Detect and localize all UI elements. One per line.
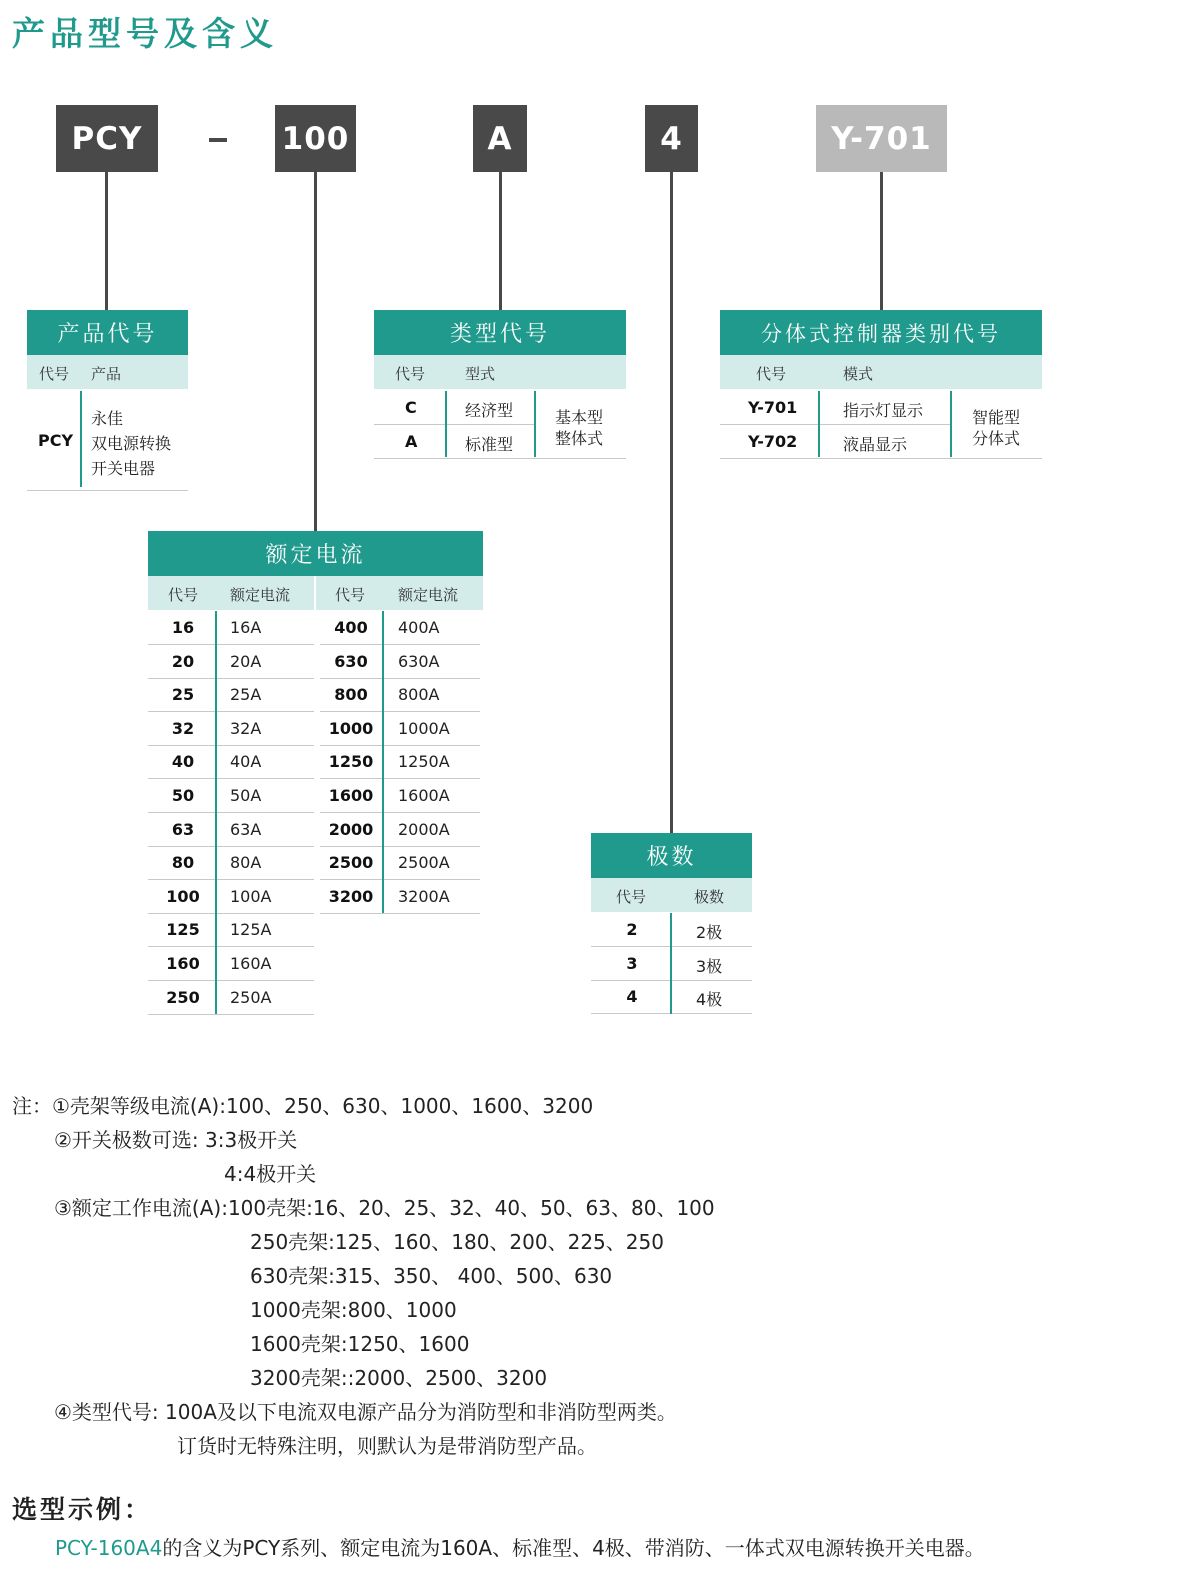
column-separator <box>215 645 217 679</box>
current-col-code-2: 代号 <box>335 586 366 604</box>
type-row-name: 标准型 <box>465 435 514 454</box>
connector-line-poles <box>670 172 673 833</box>
product-col-code: 代号 <box>39 365 70 383</box>
poles-row <box>591 947 752 981</box>
poles-col-code: 代号 <box>616 888 647 906</box>
type-row-name: 经济型 <box>465 401 514 420</box>
current-row-value: 63A <box>230 819 262 839</box>
controller-code-table <box>720 310 1042 460</box>
type-vsep-2 <box>534 391 536 457</box>
current-row-value: 3200A <box>398 886 450 906</box>
controller-row-y701 <box>720 391 950 425</box>
column-separator <box>382 678 384 712</box>
current-row-value: 100A <box>230 886 272 906</box>
note-2b: 4:4极开关 <box>224 1162 317 1186</box>
current-header-sep <box>314 576 316 610</box>
controller-group-line-1: 智能型 <box>972 408 1021 427</box>
column-separator <box>215 913 217 947</box>
current-row <box>320 813 480 847</box>
current-row-value: 800A <box>398 685 440 705</box>
current-row-code: 100 <box>166 886 200 906</box>
product-line-3: 开关电器 <box>91 459 156 478</box>
product-col-product: 产品 <box>91 365 122 383</box>
column-separator <box>382 645 384 679</box>
column-separator <box>382 846 384 880</box>
poles-row-code: 2 <box>626 920 638 939</box>
column-separator <box>215 678 217 712</box>
column-separator <box>382 813 384 847</box>
current-row-value: 80A <box>230 853 262 873</box>
current-row <box>148 981 314 1015</box>
type-table-header <box>374 355 626 389</box>
current-row <box>148 846 314 880</box>
controller-group-line-2: 分体式 <box>972 429 1021 448</box>
column-separator <box>215 981 217 1015</box>
note-1: 注：①壳架等级电流(A):100、250、630、1000、1600、3200 <box>12 1094 594 1118</box>
type-col-style: 型式 <box>465 365 496 383</box>
current-row-code: 2500 <box>328 853 374 873</box>
code-box-current: 100 <box>275 105 356 172</box>
column-separator <box>382 611 384 645</box>
note-3f: 3200壳架::2000、2500、3200 <box>250 1366 548 1390</box>
product-table-header <box>27 355 188 389</box>
poles-table-title: 极数 <box>591 833 752 878</box>
note-3e: 1600壳架:1250、1600 <box>250 1332 470 1356</box>
connector-line-controller <box>880 172 883 310</box>
product-vsep <box>80 391 82 487</box>
current-row-code: 800 <box>334 685 368 705</box>
current-row-code: 1250 <box>328 752 374 772</box>
current-row-value: 16A <box>230 618 262 637</box>
connector-line-pcy <box>105 172 108 310</box>
controller-table-title: 分体式控制器类别代号 <box>720 310 1042 355</box>
current-row-code: 32 <box>171 718 195 738</box>
controller-vsep-1 <box>818 391 820 457</box>
note-4b: 订货时无特殊注明，则默认为是带消防型产品。 <box>177 1434 597 1458</box>
code-box-controller: Y-701 <box>816 105 947 172</box>
current-row-code: 50 <box>171 786 195 805</box>
type-row-code: A <box>405 432 418 451</box>
current-col-value-2: 额定电流 <box>398 586 459 604</box>
current-row <box>148 645 314 679</box>
current-row-code: 400 <box>334 618 368 637</box>
example-code: PCY-160A4 <box>55 1536 163 1560</box>
column-separator <box>215 745 217 779</box>
poles-row <box>591 913 752 947</box>
column-separator <box>382 880 384 914</box>
type-table-title: 类型代号 <box>374 310 626 355</box>
current-row-value: 1600A <box>398 786 450 805</box>
current-row-value: 40A <box>230 752 262 772</box>
current-col-value-1: 额定电流 <box>230 586 291 604</box>
current-row-code: 40 <box>171 752 195 772</box>
column-separator <box>215 846 217 880</box>
example-description: 的含义为PCY系列、额定电流为160A、标准型、4极、带消防、一体式双电源转换开关电器。 <box>162 1536 985 1560</box>
current-row <box>320 611 480 645</box>
column-separator <box>215 712 217 746</box>
product-code-table <box>27 310 188 492</box>
current-row-code: 25 <box>171 685 195 705</box>
current-row-code: 125 <box>166 920 200 940</box>
current-col-code-1: 代号 <box>168 586 199 604</box>
current-row-value: 1250A <box>398 752 450 772</box>
current-row <box>320 745 480 779</box>
type-group-line-1: 基本型 <box>555 408 604 427</box>
current-row-value: 2000A <box>398 819 450 839</box>
product-line-2: 双电源转换 <box>91 434 172 453</box>
product-bottom-rule <box>27 490 188 491</box>
column-separator <box>670 980 672 1014</box>
column-separator <box>382 779 384 813</box>
current-row-code: 630 <box>334 651 368 671</box>
current-row-code: 160 <box>166 954 200 973</box>
current-row-value: 400A <box>398 618 440 637</box>
current-row-value: 160A <box>230 954 272 973</box>
current-row-code: 1000 <box>328 718 374 738</box>
controller-table-header <box>720 355 1042 389</box>
current-row-value: 20A <box>230 651 262 671</box>
current-row-code: 3200 <box>328 886 374 906</box>
poles-row-value: 2极 <box>696 923 723 942</box>
poles-row <box>591 980 752 1014</box>
rated-current-table <box>148 531 483 1016</box>
poles-table <box>591 833 752 1018</box>
current-row-value: 2500A <box>398 853 450 873</box>
current-table-header <box>148 576 483 610</box>
column-separator <box>382 712 384 746</box>
type-group-line-2: 整体式 <box>555 429 604 448</box>
current-row <box>148 947 314 981</box>
type-code-table <box>374 310 626 460</box>
code-dash <box>209 138 227 142</box>
current-row-value: 125A <box>230 920 272 940</box>
current-row <box>148 712 314 746</box>
product-table-title: 产品代号 <box>27 310 188 355</box>
controller-row-code: Y-702 <box>748 432 798 451</box>
controller-row-code: Y-701 <box>748 398 798 417</box>
type-vsep-1 <box>445 391 447 457</box>
example-text <box>55 1532 985 1561</box>
current-row <box>148 880 314 914</box>
poles-table-header <box>591 878 752 912</box>
current-row-code: 63 <box>171 819 195 839</box>
note-3d: 1000壳架:800、1000 <box>250 1298 457 1322</box>
current-row <box>148 779 314 813</box>
current-row <box>148 678 314 712</box>
poles-row-value: 4极 <box>696 990 723 1010</box>
current-row <box>148 813 314 847</box>
note-3b: 250壳架:125、160、180、200、225、250 <box>250 1230 664 1254</box>
current-row-code: 250 <box>166 987 200 1007</box>
poles-row-code: 3 <box>626 953 638 973</box>
column-separator <box>670 947 672 981</box>
column-separator <box>215 813 217 847</box>
page-title: 产品型号及含义 <box>12 14 278 53</box>
poles-row-value: 3极 <box>696 956 723 976</box>
note-2a: ②开关极数可选: 3:3极开关 <box>54 1128 298 1152</box>
code-box-poles: 4 <box>645 105 698 172</box>
current-row-code: 80 <box>171 853 195 873</box>
type-row-c <box>374 391 536 425</box>
current-row <box>320 645 480 679</box>
code-box-type: A <box>473 105 527 172</box>
current-row <box>320 779 480 813</box>
column-separator <box>215 611 217 645</box>
current-row-code: 1600 <box>328 786 374 805</box>
current-row-value: 1000A <box>398 718 450 738</box>
controller-col-mode: 模式 <box>843 365 874 383</box>
current-row-code: 20 <box>171 651 195 671</box>
current-row <box>148 745 314 779</box>
current-row <box>320 678 480 712</box>
current-row-value: 250A <box>230 987 272 1007</box>
column-separator <box>215 779 217 813</box>
current-row-code: 2000 <box>328 819 374 839</box>
column-separator <box>215 880 217 914</box>
type-col-code: 代号 <box>395 365 426 383</box>
example-title: 选型示例： <box>12 1495 153 1524</box>
controller-col-code: 代号 <box>756 365 787 383</box>
type-row-code: C <box>405 398 417 417</box>
controller-row-name: 指示灯显示 <box>843 401 924 420</box>
current-row-value: 25A <box>230 685 262 705</box>
code-box-pcy: PCY <box>56 105 158 172</box>
poles-row-code: 4 <box>626 987 638 1007</box>
controller-row-name: 液晶显示 <box>843 435 908 454</box>
controller-vsep-2 <box>950 391 952 457</box>
connector-line-current <box>314 172 317 531</box>
current-row <box>320 846 480 880</box>
column-separator <box>215 947 217 981</box>
column-separator <box>382 745 384 779</box>
note-3a: ③额定工作电流(A):100壳架:16、20、25、32、40、50、63、80、100 <box>54 1196 715 1220</box>
current-row-value: 630A <box>398 651 440 671</box>
current-row <box>320 712 480 746</box>
current-row <box>148 611 314 645</box>
current-table-title: 额定电流 <box>148 531 483 576</box>
product-line-1: 永佳 <box>91 409 124 428</box>
note-4a: ④类型代号: 100A及以下电流双电源产品分为消防型和非消防型两类。 <box>54 1400 677 1424</box>
connector-line-type <box>499 172 502 310</box>
product-code-value: PCY <box>38 431 74 450</box>
column-separator <box>670 913 672 947</box>
current-row-code: 16 <box>171 618 195 637</box>
poles-col-value: 极数 <box>694 888 725 906</box>
current-row-value: 50A <box>230 786 262 805</box>
note-3c: 630壳架:315、350、 400、500、630 <box>250 1264 613 1288</box>
current-row-value: 32A <box>230 718 262 738</box>
current-row <box>148 913 314 947</box>
current-row <box>320 880 480 914</box>
